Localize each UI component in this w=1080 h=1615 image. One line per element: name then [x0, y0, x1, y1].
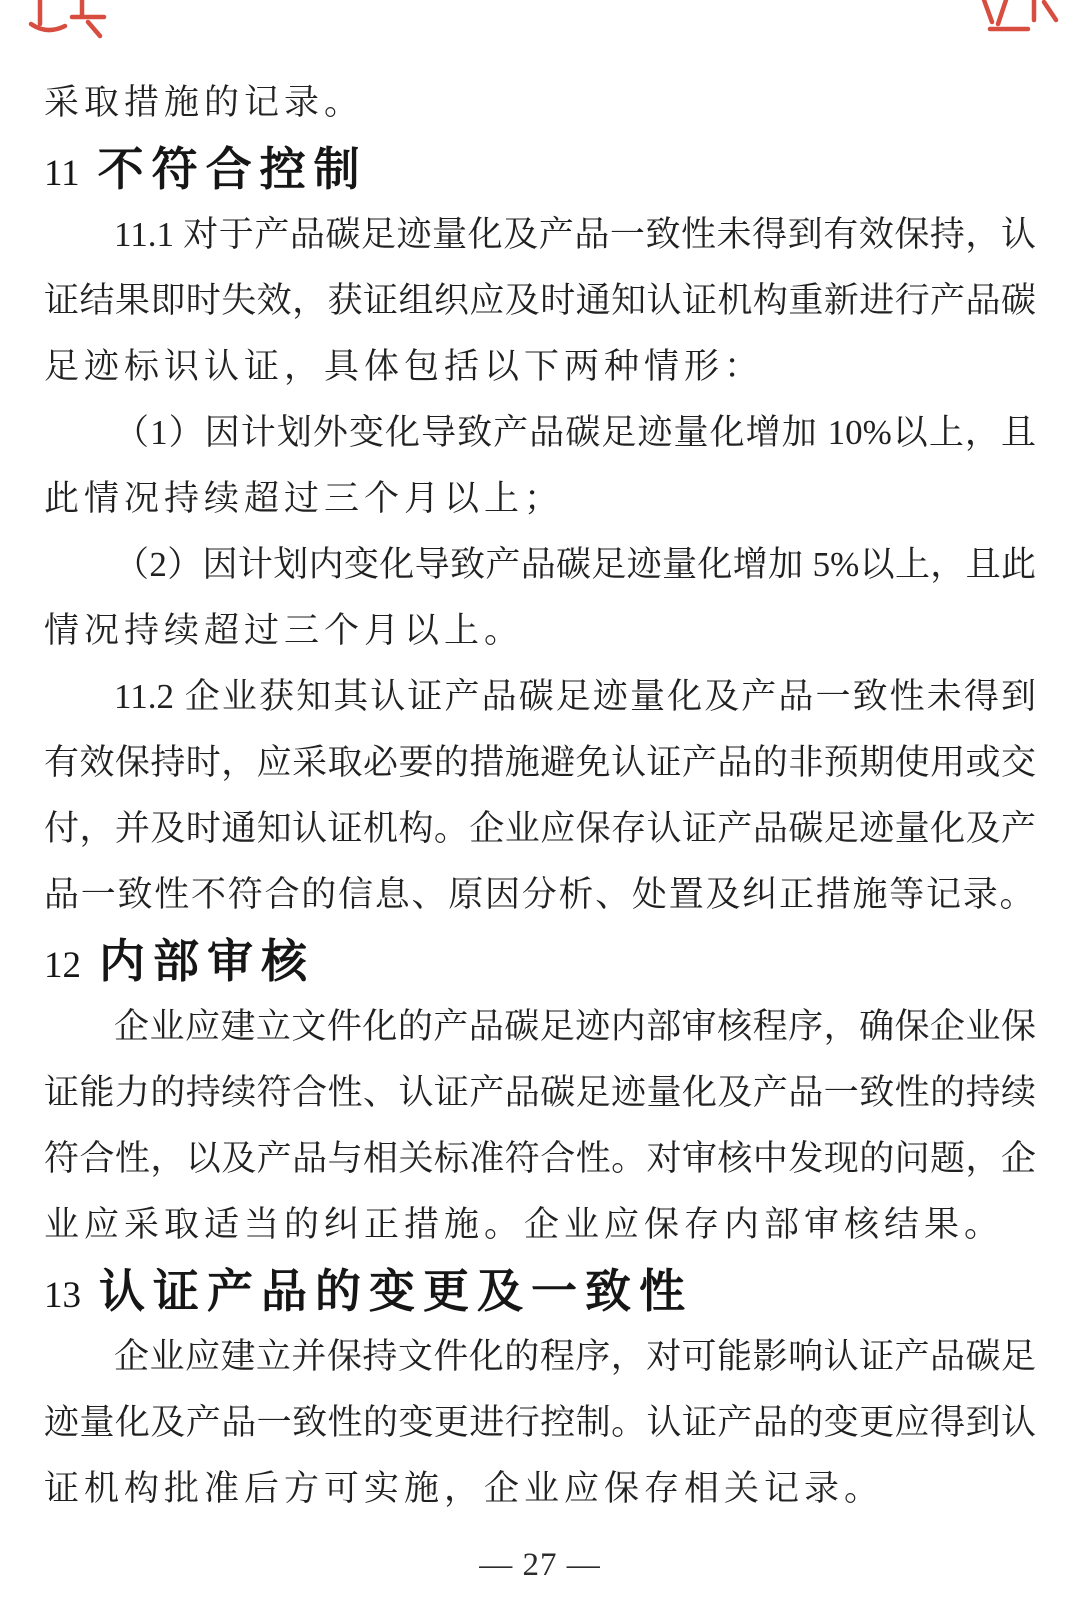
text-line: 证结果即时失效，获证组织应及时通知认证机构重新进行产品碳: [44, 281, 1036, 320]
text-line: 足迹标识认证，具体包括以下两种情形：: [44, 347, 765, 386]
text-line: 采取措施的记录。: [44, 83, 365, 122]
section-heading: [44, 1258, 1036, 1324]
text-line: 11.1 对于产品碳足迹量化及产品一致性未得到有效保持，认: [114, 215, 1036, 254]
text-line: 符合性，以及产品与相关标准符合性。对审核中发现的问题，企: [44, 1139, 1036, 1178]
text-line: 证能力的持续符合性、认证产品碳足迹量化及产品一致性的持续: [44, 1073, 1036, 1112]
red-character-fragment-left: [28, 0, 108, 40]
text-line: 迹量化及产品一致性的变更进行控制。认证产品的变更应得到认: [44, 1403, 1036, 1442]
section-heading: [44, 928, 1036, 994]
page-number: — 27 —: [479, 1547, 601, 1583]
heading-number: 12: [44, 945, 81, 986]
text-line: 此情况持续超过三个月以上；: [44, 479, 565, 518]
text-line: 情况持续超过三个月以上。: [44, 611, 525, 650]
text-line: 付，并及时通知认证机构。企业应保存认证产品碳足迹量化及产: [44, 809, 1036, 848]
heading-text: 内部审核: [99, 935, 315, 987]
heading-number: 13: [44, 1275, 81, 1316]
text-line: 11.2 企业获知其认证产品碳足迹量化及产品一致性未得到: [114, 677, 1036, 716]
heading-text: 认证产品的变更及一致性: [99, 1265, 693, 1317]
text-line: 业应采取适当的纠正措施。企业应保存内部审核结果。: [44, 1205, 1005, 1244]
text-line: 有效保持时，应采取必要的措施避免认证产品的非预期使用或交: [44, 743, 1036, 782]
text-line: （2）因计划内变化导致产品碳足迹量化增加 5%以上，且此: [114, 545, 1036, 584]
heading-number: 11: [44, 153, 80, 194]
red-character-fragment-right: [976, 0, 1060, 38]
text-line: 企业应建立文件化的产品碳足迹内部审核程序，确保企业保: [114, 1007, 1036, 1046]
text-line: （1）因计划外变化导致产品碳足迹量化增加 10%以上，且: [114, 413, 1036, 452]
text-line: 证机构批准后方可实施，企业应保存相关记录。: [44, 1469, 885, 1508]
section-heading: [44, 136, 1036, 202]
text-line: 品一致性不符合的信息、原因分析、处置及纠正措施等记录。: [44, 875, 1037, 914]
text-line: 企业应建立并保持文件化的程序，对可能影响认证产品碳足: [114, 1337, 1036, 1376]
heading-text: 不符合控制: [97, 143, 368, 195]
